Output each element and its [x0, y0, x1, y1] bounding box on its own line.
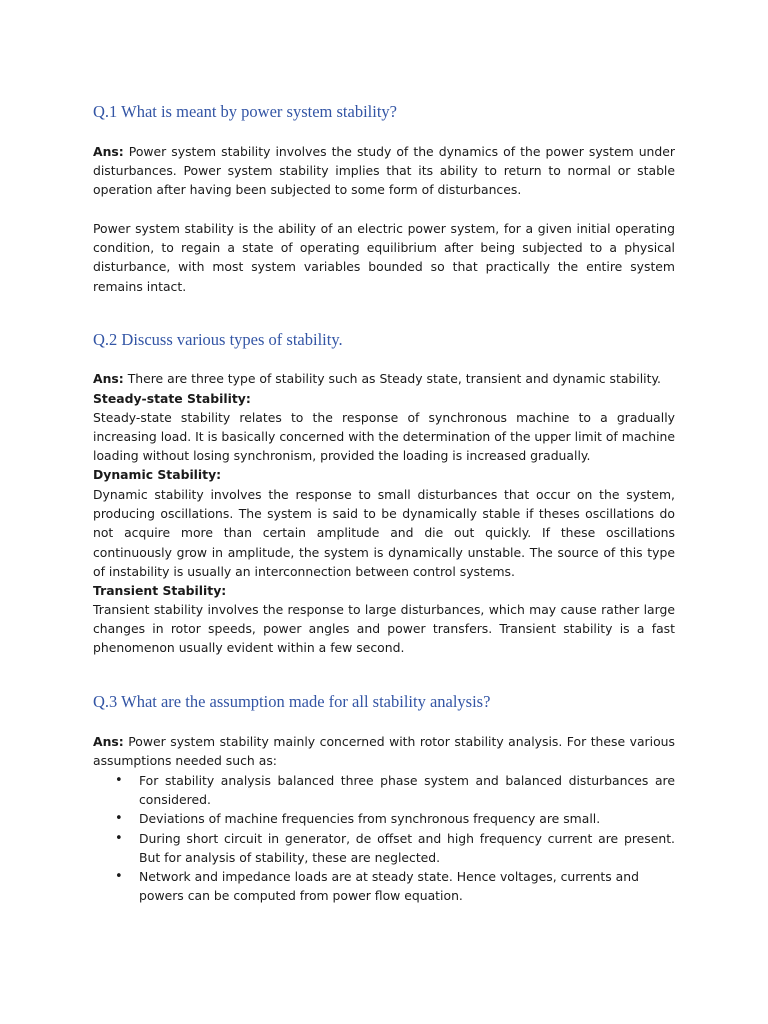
- transient-stability-heading: Transient Stability:: [93, 583, 227, 598]
- q1-paragraph-2: Power system stability is the ability of an electric power system, for a given initial operating condition, to regain a state of operating equilibrium after being subjected to a physical disturbance, with most system variables bounded so that practically the entire system remains intact.: [93, 221, 675, 294]
- q2-heading: Q.2 Discuss various types of stability.: [93, 330, 343, 349]
- bullet-icon: •: [115, 773, 123, 788]
- q2-ans-text: There are three type of stability such as Steady state, transient and dynamic stability.: [123, 371, 661, 386]
- bullet-icon: •: [115, 830, 123, 846]
- dynamic-stability-text: Dynamic stability involves the response to small disturbances that occur on the system, producing oscillations. The system is said to be dynamically stable if theses oscillations do not acquire more than certain amplitude and die out quickly. If these oscillations continuously grow in amplitude, the system is dynamically unstable. The source of this type of instability is usually an interconnection between control systems.: [93, 487, 675, 579]
- list-item-text: During short circuit in generator, de offset and high frequency current are present. But for analysis of stability, these are neglected.: [139, 830, 675, 865]
- list-item: [93, 867, 675, 905]
- list-item-text: For stability analysis balanced three phase system and balanced disturbances are considered.: [139, 773, 675, 808]
- list-item-text: Network and impedance loads are at steady state. Hence voltages, currents and powers can be computed from power flow equation.: [139, 869, 639, 904]
- bullet-icon: •: [115, 811, 123, 827]
- list-item: [93, 771, 675, 809]
- q1-answer: [93, 142, 675, 200]
- transient-stability-text: Transient stability involves the response to large disturbances, which may cause rather large changes in rotor speeds, power angles and power transfers. Transient stability is a fast phenomenon usually evident within a few second.: [93, 602, 675, 656]
- assumptions-list: [93, 771, 675, 905]
- dynamic-stability-heading: Dynamic Stability:: [93, 467, 222, 482]
- q2-answer: [93, 369, 675, 388]
- list-item-text: Deviations of machine frequencies from synchronous frequency are small.: [139, 811, 601, 827]
- q1-heading: Q.1 What is meant by power system stability?: [93, 102, 397, 121]
- list-item: [93, 809, 675, 828]
- q3-ans-label: Ans:: [93, 734, 124, 749]
- q3-answer: [93, 732, 675, 770]
- q3-heading: Q.3 What are the assumption made for all stability analysis?: [93, 692, 491, 711]
- q1-ans-label: Ans:: [93, 144, 124, 159]
- q2-ans-label: Ans:: [93, 371, 124, 386]
- q1-ans-text: Power system stability involves the study of the dynamics of the power system under disturbances. Power system stability implies that its ability to return to normal or stable operation after having been subjected to some form of disturbances.: [93, 144, 675, 198]
- steady-state-text: Steady-state stability relates to the response of synchronous machine to a gradually increasing load. It is basically concerned with the determination of the upper limit of machine loading without losing synchronism, provided the loading is increased gradually.: [93, 410, 675, 464]
- q3-ans-text: Power system stability mainly concerned with rotor stability analysis. For these various assumptions needed such as:: [93, 734, 675, 769]
- steady-state-heading: Steady-state Stability:: [93, 391, 251, 406]
- bullet-icon: •: [115, 869, 123, 885]
- list-item: [93, 829, 675, 867]
